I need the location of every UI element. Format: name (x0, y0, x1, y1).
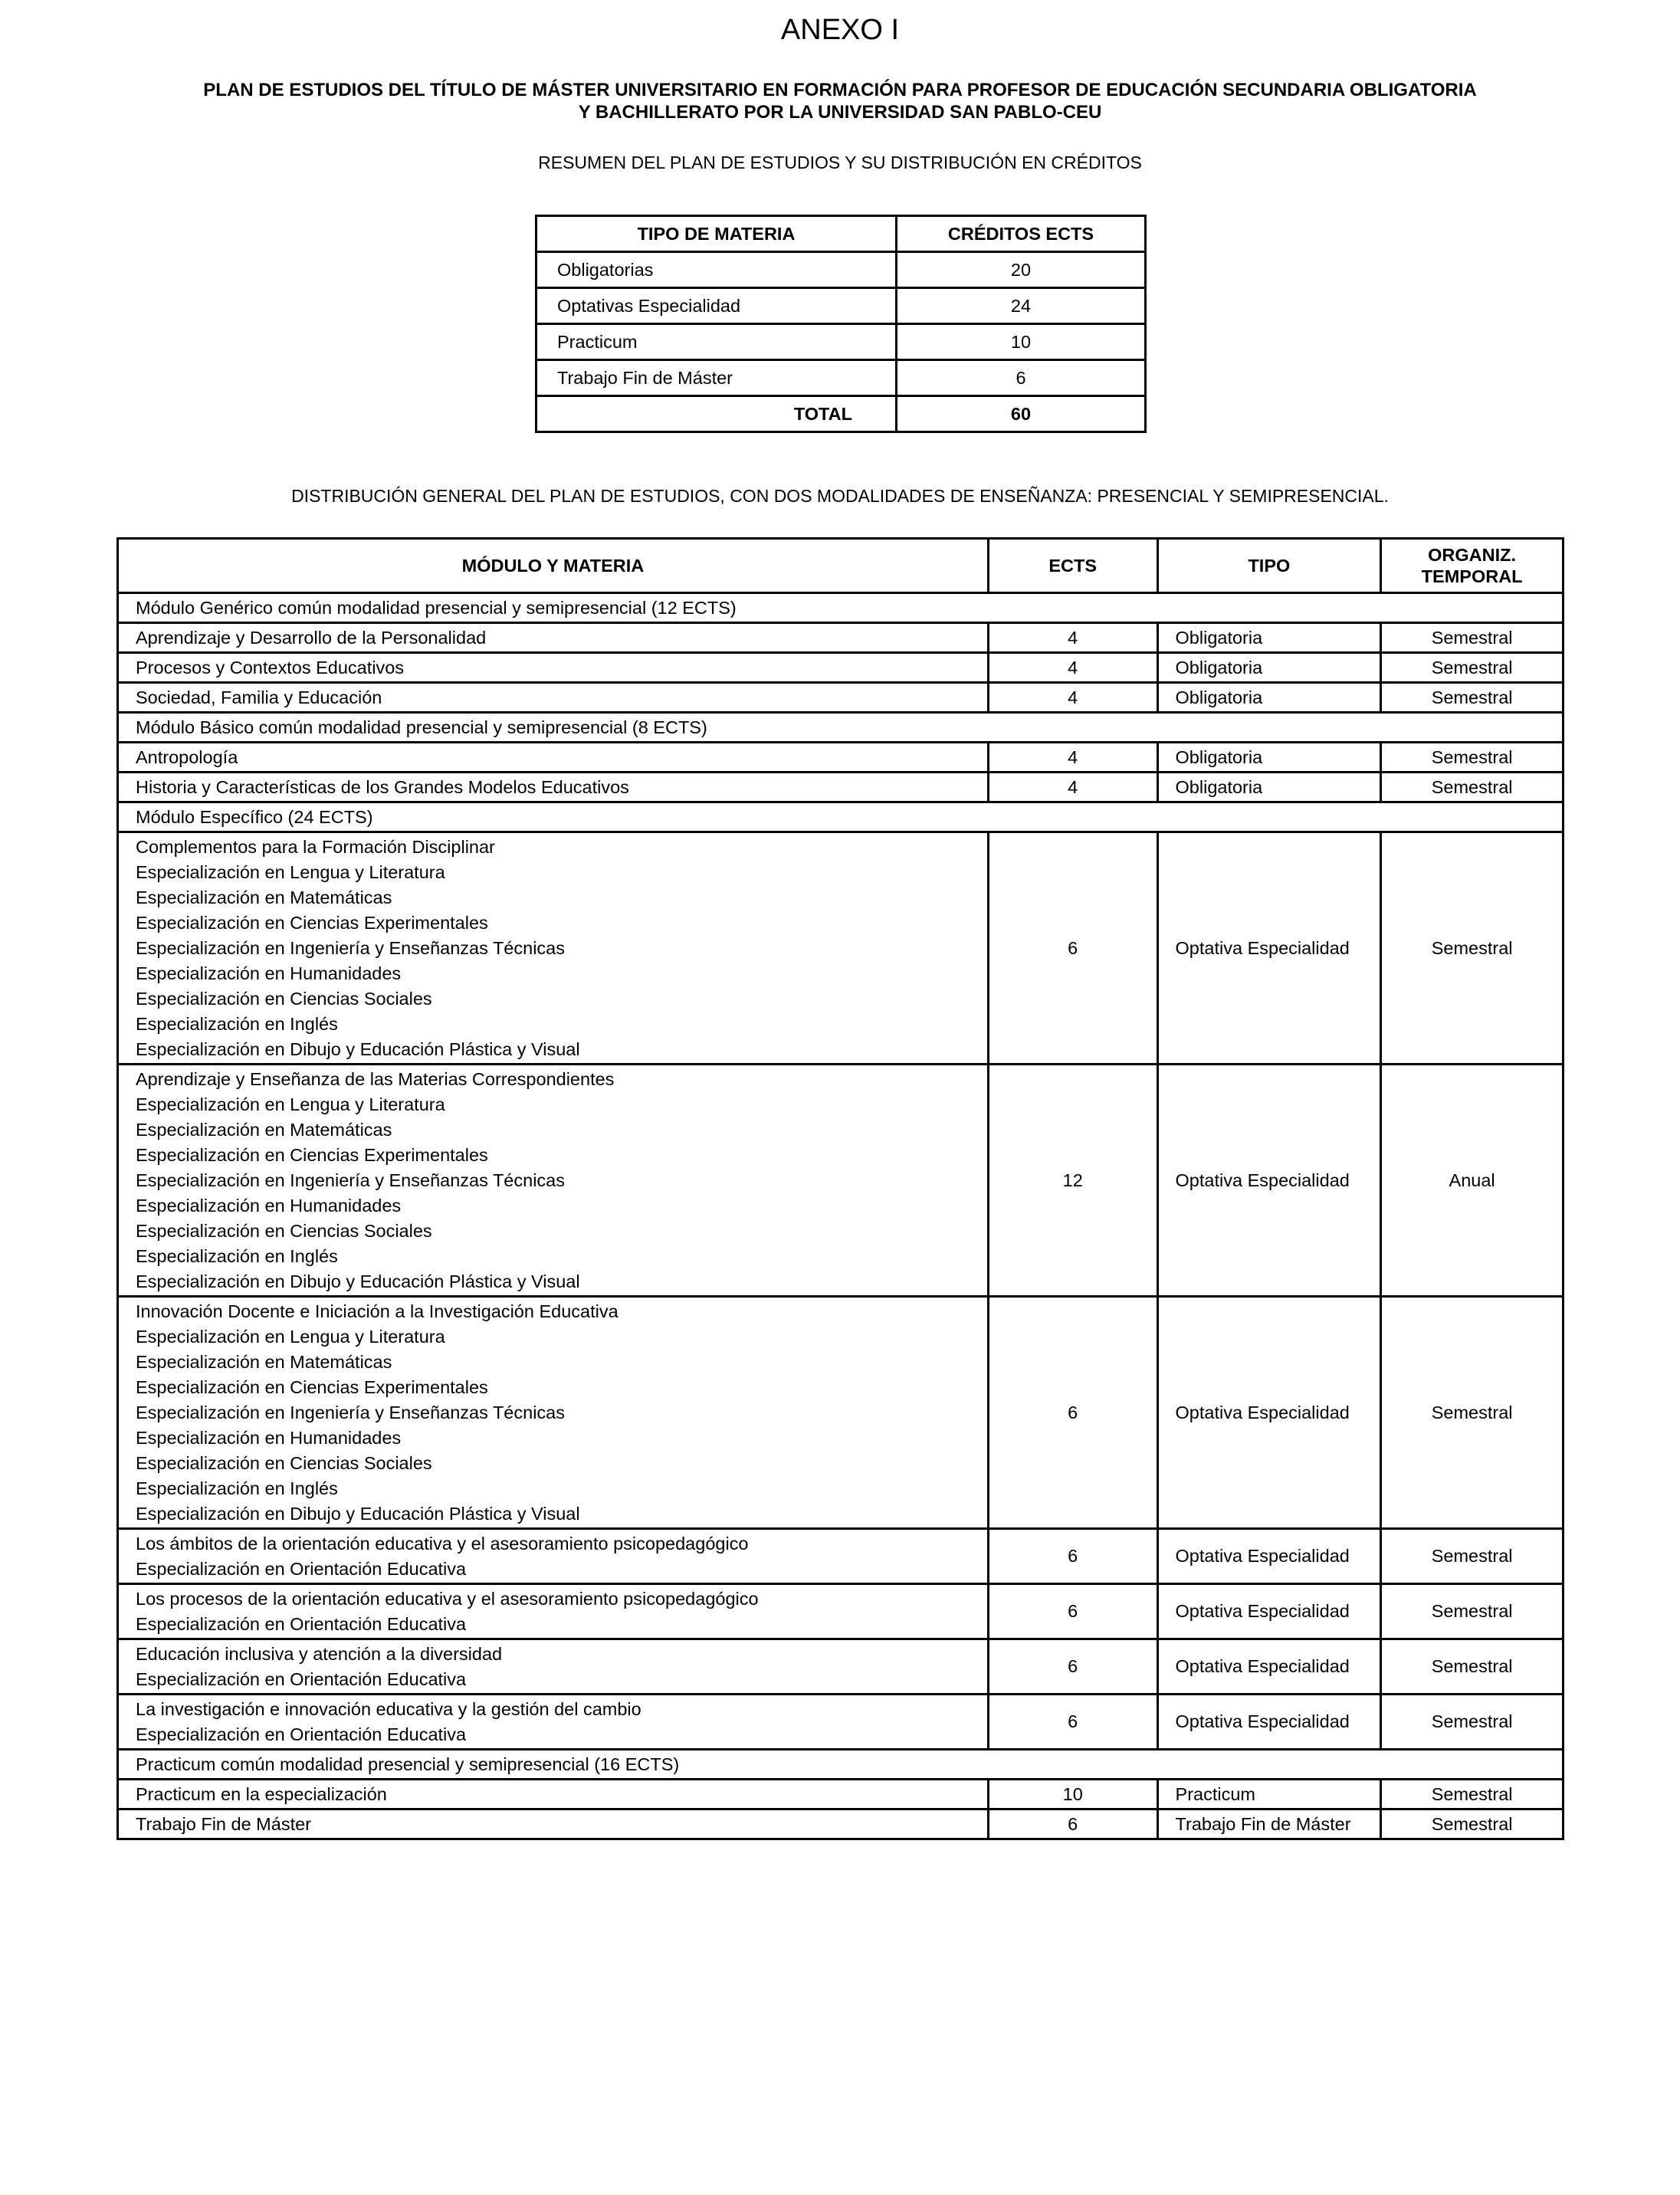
module-row (118, 593, 1564, 623)
col-header-organiz-line2: TEMPORAL (1421, 566, 1523, 586)
subject-name-cell (118, 1695, 989, 1750)
ects-value: 12 (988, 1065, 1157, 1297)
subject-name: Educación inclusiva y atención a la diversidad (136, 1643, 503, 1664)
module-label: Módulo Básico común modalidad presencial y semipresencial (8 ECTS) (118, 713, 1564, 743)
summary-header-row (536, 216, 1146, 252)
subject-row (118, 832, 1564, 1065)
summary-type: Practicum (536, 324, 897, 360)
specialization-name: Especialización en Ciencias Sociales (136, 1452, 432, 1473)
total-value: 60 (897, 396, 1146, 432)
specialization-name: Especialización en Matemáticas (136, 1119, 392, 1140)
col-header-module: MÓDULO Y MATERIA (118, 539, 989, 593)
module-label: Módulo Específico (24 ECTS) (118, 802, 1564, 832)
specialization-name: Especialización en Ciencias Experimentales (136, 1144, 488, 1165)
module-label: Practicum común modalidad presencial y semipresencial (16 ECTS) (118, 1750, 1564, 1780)
ects-value: 6 (988, 1584, 1157, 1639)
summary-total-row (536, 396, 1146, 432)
subject-row (118, 683, 1564, 713)
organiz-value: Semestral (1381, 1639, 1564, 1695)
annex-title: ANEXO I (780, 14, 900, 46)
subject-name-cell (118, 1529, 989, 1584)
summary-row (536, 252, 1146, 288)
module-label: Módulo Genérico común modalidad presencial y semipresencial (12 ECTS) (118, 593, 1564, 623)
subject-row (118, 743, 1564, 773)
subject-name: Los procesos de la orientación educativa y el asesoramiento psicopedagógico (136, 1588, 759, 1609)
module-row (118, 1750, 1564, 1780)
organiz-value: Semestral (1381, 623, 1564, 653)
subject-row (118, 1639, 1564, 1695)
specialization-name: Especialización en Lengua y Literatura (136, 861, 445, 882)
ects-value: 4 (988, 773, 1157, 802)
col-header-ects: ECTS (988, 539, 1157, 593)
distribution-heading: DISTRIBUCIÓN GENERAL DEL PLAN DE ESTUDIOS, CON DOS MODALIDADES DE ENSEÑANZA: PRESENCIAL Y SEMIPRESENCIAL. (291, 486, 1389, 506)
subject-row (118, 1695, 1564, 1750)
subject-name: Historia y Características de los Grandes Modelos Educativos (136, 777, 629, 797)
module-row (118, 802, 1564, 832)
subject-name-cell (118, 1780, 989, 1809)
organiz-value: Semestral (1381, 743, 1564, 773)
subject-name: Aprendizaje y Enseñanza de las Materias Correspondientes (136, 1068, 615, 1089)
study-plan-table (116, 537, 1564, 1840)
subject-name: Complementos para la Formación Disciplinar (136, 836, 495, 857)
organiz-value: Semestral (1381, 683, 1564, 713)
specialization-name: Especialización en Orientación Educativa (136, 1558, 467, 1579)
subject-name: Antropología (136, 747, 238, 767)
total-label: TOTAL (536, 396, 897, 432)
tipo-value: Optativa Especialidad (1157, 1529, 1381, 1584)
subject-name: Procesos y Contextos Educativos (136, 658, 405, 678)
subject-name-cell (118, 683, 989, 713)
subject-name-cell (118, 1809, 989, 1839)
summary-credits: 10 (897, 324, 1146, 360)
specialization-name: Especialización en Inglés (136, 1245, 338, 1266)
subject-name-cell (118, 1639, 989, 1695)
tipo-value: Obligatoria (1157, 743, 1381, 773)
ects-value: 4 (988, 683, 1157, 713)
specialization-name: Especialización en Matemáticas (136, 1351, 392, 1372)
ects-value: 6 (988, 1529, 1157, 1584)
summary-row (536, 360, 1146, 396)
specialization-name: Especialización en Humanidades (136, 963, 402, 983)
tipo-value: Optativa Especialidad (1157, 832, 1381, 1065)
ects-value: 6 (988, 1695, 1157, 1750)
tipo-value: Optativa Especialidad (1157, 1639, 1381, 1695)
subject-row (118, 773, 1564, 802)
ects-value: 6 (988, 1639, 1157, 1695)
credits-summary-table (535, 215, 1147, 433)
specialization-name: Especialización en Lengua y Literatura (136, 1326, 445, 1347)
summary-credits: 6 (897, 360, 1146, 396)
specialization-name: Especialización en Humanidades (136, 1195, 402, 1216)
subject-name-cell (118, 773, 989, 802)
plan-title-line-2: Y BACHILLERATO POR LA UNIVERSIDAD SAN PABLO-CEU (578, 102, 1102, 123)
summary-type: Trabajo Fin de Máster (536, 360, 897, 396)
module-row (118, 713, 1564, 743)
tipo-value: Obligatoria (1157, 653, 1381, 683)
subject-row (118, 1529, 1564, 1584)
tipo-value: Obligatoria (1157, 773, 1381, 802)
organiz-value: Semestral (1381, 773, 1564, 802)
ects-value: 4 (988, 623, 1157, 653)
tipo-value: Optativa Especialidad (1157, 1695, 1381, 1750)
col-header-organiz-line1: ORGANIZ. (1428, 545, 1517, 565)
specialization-name: Especialización en Ingeniería y Enseñanzas Técnicas (136, 937, 565, 958)
tipo-value: Obligatoria (1157, 623, 1381, 653)
organiz-value: Semestral (1381, 1529, 1564, 1584)
tipo-value: Trabajo Fin de Máster (1157, 1809, 1381, 1839)
ects-value: 10 (988, 1780, 1157, 1809)
specialization-name: Especialización en Ciencias Sociales (136, 988, 432, 1009)
specialization-name: Especialización en Dibujo y Educación Plástica y Visual (136, 1503, 580, 1524)
ects-value: 6 (988, 832, 1157, 1065)
summary-row (536, 288, 1146, 324)
summary-row (536, 324, 1146, 360)
plan-header-row (118, 539, 1564, 593)
tipo-value: Practicum (1157, 1780, 1381, 1809)
specialization-name: Especialización en Ciencias Experimentales (136, 912, 488, 933)
subject-row (118, 1584, 1564, 1639)
specialization-name: Especialización en Orientación Educativa (136, 1613, 467, 1634)
subject-name-cell (118, 832, 989, 1065)
ects-value: 4 (988, 743, 1157, 773)
plan-title-line-1: PLAN DE ESTUDIOS DEL TÍTULO DE MÁSTER UNIVERSITARIO EN FORMACIÓN PARA PROFESOR DE EDUCACIÓN SECUNDARIA OBLIGATORIA (203, 80, 1477, 100)
specialization-name: Especialización en Dibujo y Educación Plástica y Visual (136, 1271, 580, 1291)
specialization-name: Especialización en Ingeniería y Enseñanzas Técnicas (136, 1170, 565, 1190)
tipo-value: Obligatoria (1157, 683, 1381, 713)
organiz-value: Semestral (1381, 832, 1564, 1065)
organiz-value: Semestral (1381, 1780, 1564, 1809)
tipo-value: Optativa Especialidad (1157, 1584, 1381, 1639)
specialization-name: Especialización en Dibujo y Educación Plástica y Visual (136, 1038, 580, 1059)
subject-name-cell (118, 1297, 989, 1529)
specialization-name: Especialización en Ciencias Sociales (136, 1220, 432, 1241)
specialization-name: Especialización en Ingeniería y Enseñanzas Técnicas (136, 1402, 565, 1422)
ects-value: 4 (988, 653, 1157, 683)
subject-name: Aprendizaje y Desarrollo de la Personalidad (136, 628, 487, 648)
ects-value: 6 (988, 1809, 1157, 1839)
subject-name-cell (118, 1065, 989, 1297)
subject-name: La investigación e innovación educativa y la gestión del cambio (136, 1698, 641, 1719)
specialization-name: Especialización en Orientación Educativa (136, 1668, 467, 1689)
subject-name-cell (118, 653, 989, 683)
subject-row (118, 623, 1564, 653)
organiz-value: Semestral (1381, 1584, 1564, 1639)
subject-name: Trabajo Fin de Máster (136, 1814, 311, 1834)
col-header-type: TIPO DE MATERIA (536, 216, 897, 252)
specialization-name: Especialización en Lengua y Literatura (136, 1094, 445, 1114)
summary-type: Obligatorias (536, 252, 897, 288)
subject-name-cell (118, 623, 989, 653)
subject-name: Sociedad, Familia y Educación (136, 687, 382, 707)
subject-row (118, 1065, 1564, 1297)
subject-name: Practicum en la especialización (136, 1784, 387, 1804)
col-header-credits: CRÉDITOS ECTS (897, 216, 1146, 252)
tipo-value: Optativa Especialidad (1157, 1297, 1381, 1529)
subject-name: Los ámbitos de la orientación educativa y el asesoramiento psicopedagógico (136, 1533, 749, 1554)
summary-heading: RESUMEN DEL PLAN DE ESTUDIOS Y SU DISTRIBUCIÓN EN CRÉDITOS (538, 153, 1142, 172)
organiz-value: Semestral (1381, 1695, 1564, 1750)
specialization-name: Especialización en Matemáticas (136, 887, 392, 907)
specialization-name: Especialización en Orientación Educativa (136, 1724, 467, 1744)
organiz-value: Semestral (1381, 653, 1564, 683)
subject-name-cell (118, 1584, 989, 1639)
organiz-value: Anual (1381, 1065, 1564, 1297)
ects-value: 6 (988, 1297, 1157, 1529)
organiz-value: Semestral (1381, 1297, 1564, 1529)
subject-row (118, 1780, 1564, 1809)
subject-row (118, 1809, 1564, 1839)
specialization-name: Especialización en Humanidades (136, 1427, 402, 1448)
subject-row (118, 653, 1564, 683)
subject-row (118, 1297, 1564, 1529)
summary-credits: 24 (897, 288, 1146, 324)
specialization-name: Especialización en Ciencias Experimentales (136, 1376, 488, 1397)
subject-name: Innovación Docente e Iniciación a la Investigación Educativa (136, 1301, 619, 1321)
organiz-value: Semestral (1381, 1809, 1564, 1839)
subject-name-cell (118, 743, 989, 773)
summary-credits: 20 (897, 252, 1146, 288)
tipo-value: Optativa Especialidad (1157, 1065, 1381, 1297)
specialization-name: Especialización en Inglés (136, 1478, 338, 1498)
col-header-tipo: TIPO (1157, 539, 1381, 593)
col-header-organiz (1381, 539, 1564, 593)
summary-type: Optativas Especialidad (536, 288, 897, 324)
specialization-name: Especialización en Inglés (136, 1013, 338, 1034)
